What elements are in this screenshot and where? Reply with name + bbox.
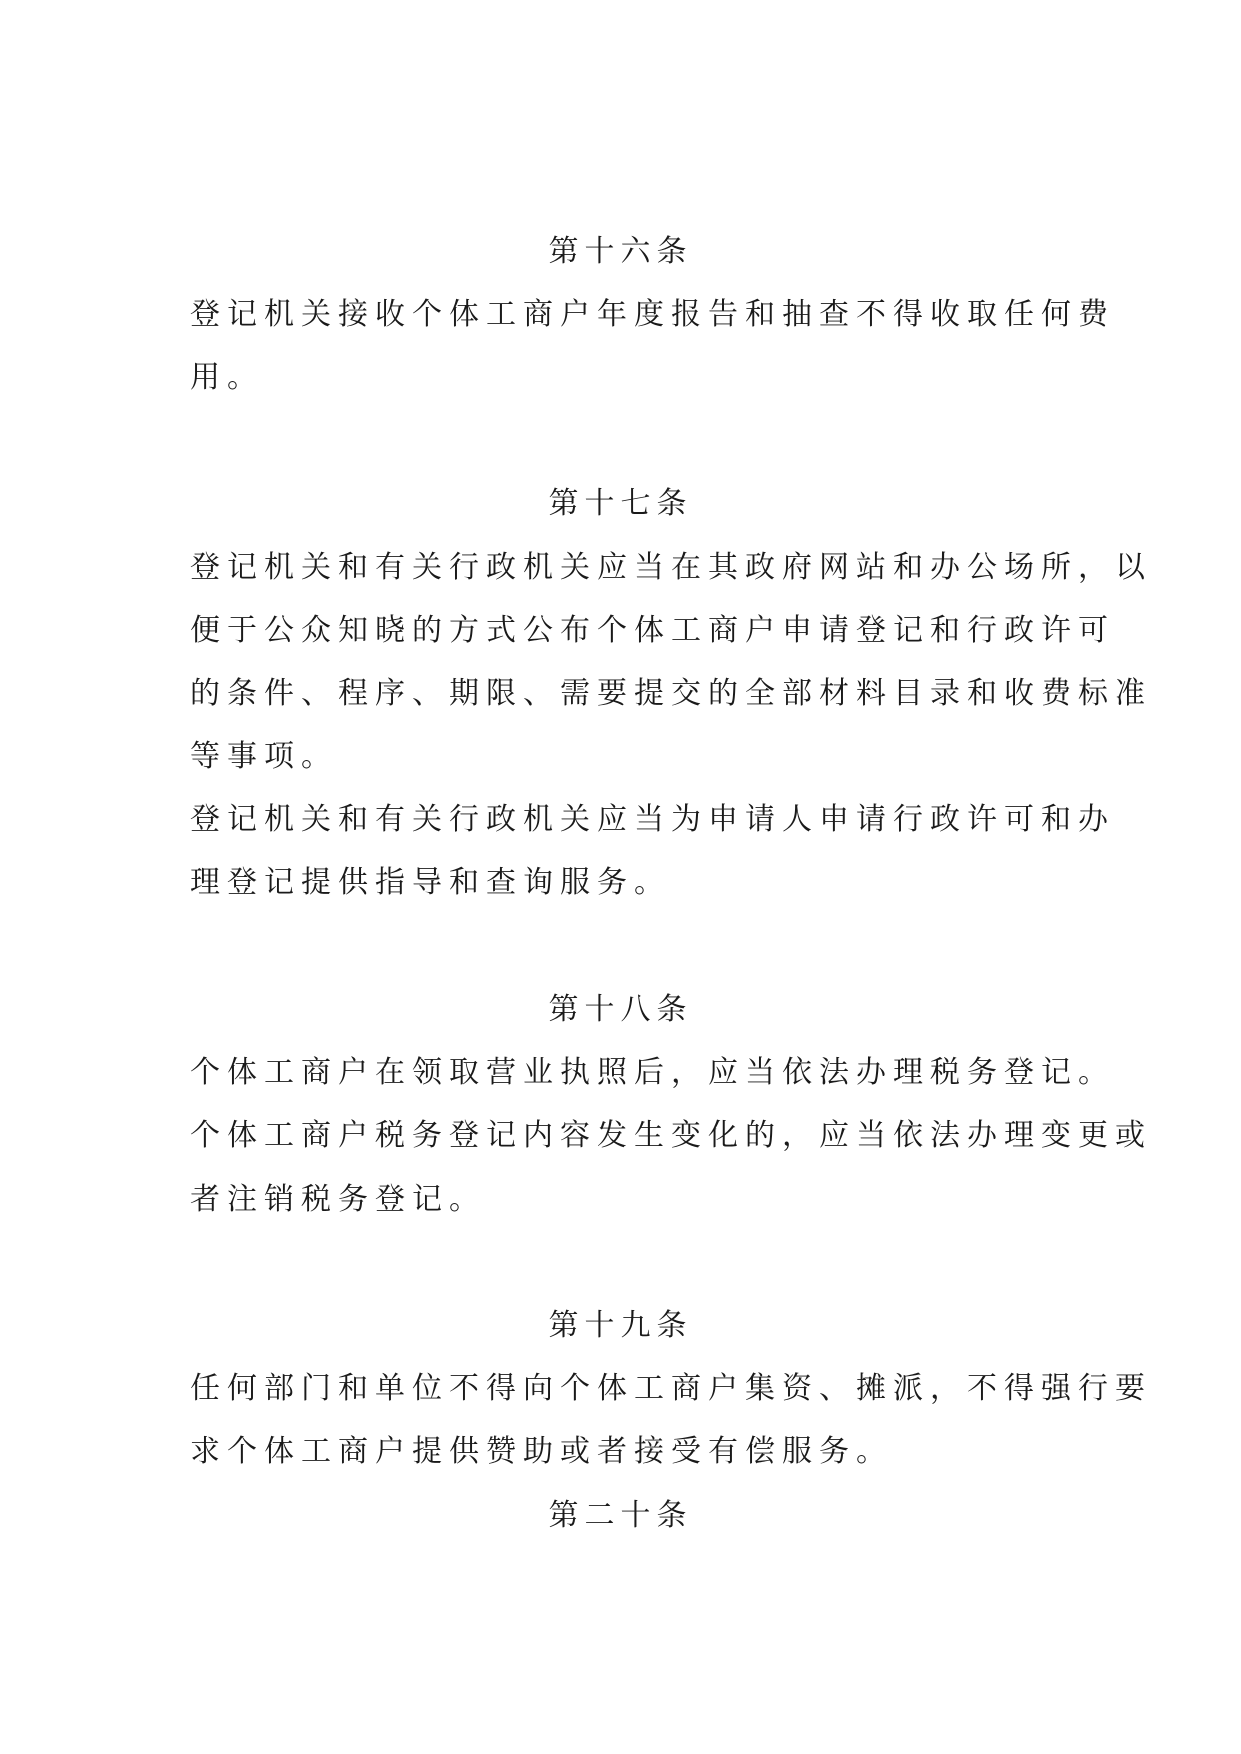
paragraph-line: 便于公众知晓的方式公布个体工商户申请登记和行政许可 — [190, 613, 1115, 648]
article-heading: 第十九条 — [548, 1308, 693, 1343]
article-heading: 第十八条 — [548, 992, 693, 1027]
paragraph-line: 用。 — [190, 360, 264, 395]
paragraph-line: 等事项。 — [190, 739, 338, 774]
paragraph-line: 登记机关和有关行政机关应当为申请人申请行政许可和办 — [190, 802, 1115, 837]
paragraph-line: 登记机关接收个体工商户年度报告和抽查不得收取任何费 — [190, 297, 1115, 332]
paragraph-line: 者注销税务登记。 — [190, 1182, 486, 1217]
article-heading: 第十六条 — [548, 234, 693, 269]
article-heading: 第十七条 — [548, 486, 693, 521]
paragraph-line: 任何部门和单位不得向个体工商户集资、摊派，不得强行要 — [190, 1371, 1152, 1406]
article-heading: 第二十条 — [548, 1498, 693, 1533]
paragraph-line: 理登记提供指导和查询服务。 — [190, 865, 671, 900]
paragraph-line: 个体工商户在领取营业执照后，应当依法办理税务登记。 — [190, 1055, 1115, 1090]
paragraph-line: 求个体工商户提供赞助或者接受有偿服务。 — [190, 1434, 893, 1469]
paragraph-line: 的条件、程序、期限、需要提交的全部材料目录和收费标准 — [190, 676, 1152, 711]
paragraph-line: 登记机关和有关行政机关应当在其政府网站和办公场所，以 — [190, 550, 1152, 585]
paragraph-line: 个体工商户税务登记内容发生变化的，应当依法办理变更或 — [190, 1118, 1152, 1153]
